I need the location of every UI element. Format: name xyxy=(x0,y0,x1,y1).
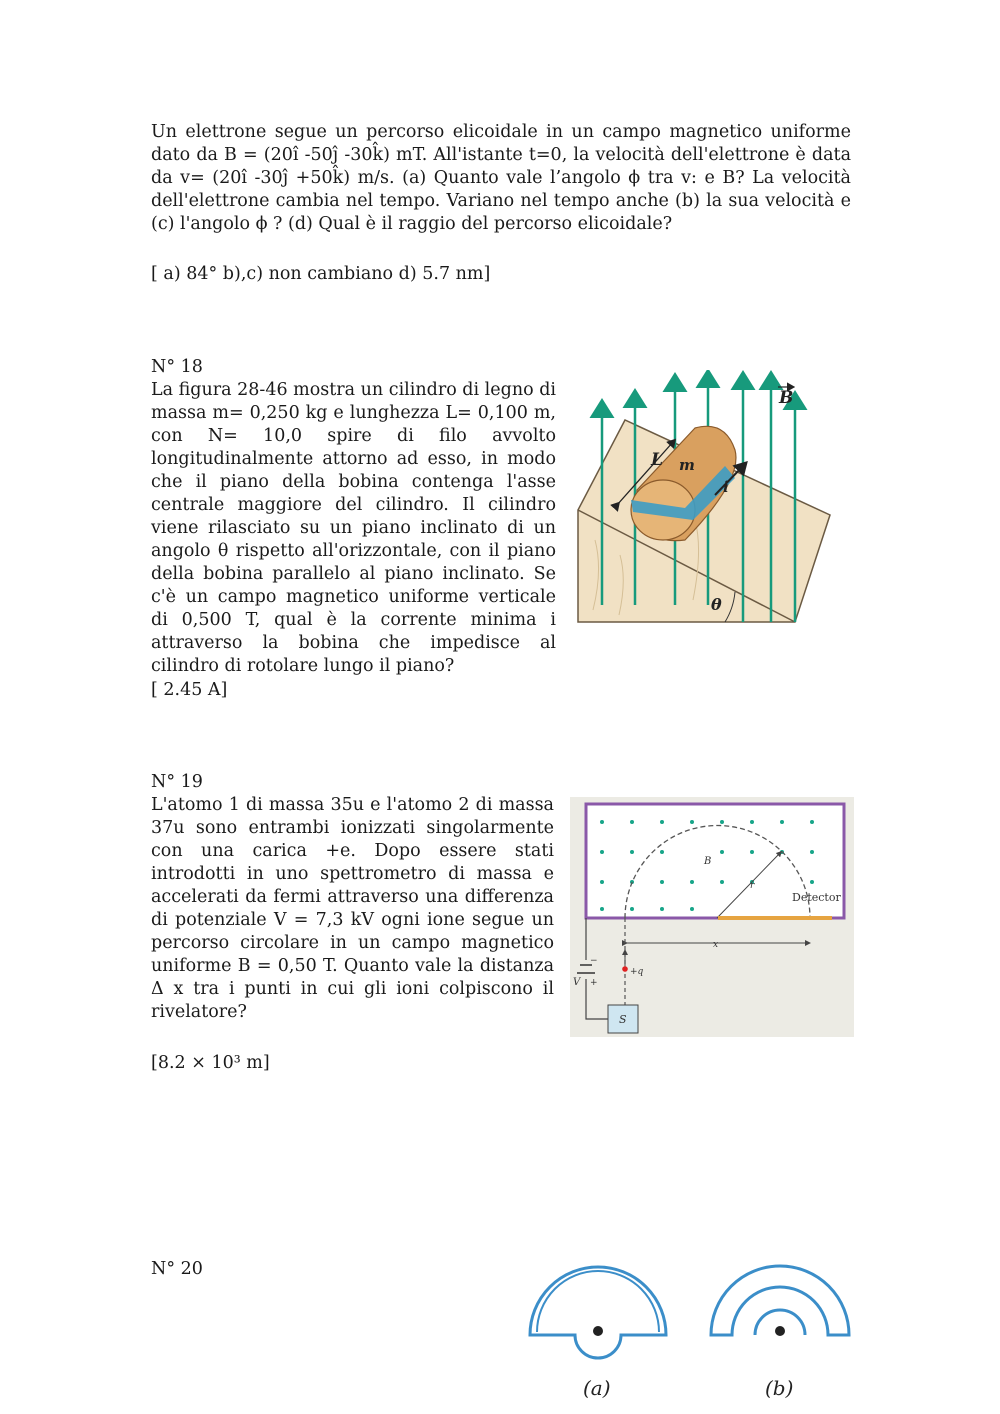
problem-20-number: N° 20 xyxy=(151,1259,203,1279)
problem-19-text: L'atomo 1 di massa 35u e l'atomo 2 di massa 37u sono entrambi ionizzati singolarmente con una carica +e. Dopo essere stati introdotti in uno spettrometro di massa e accelerati da fermi attraverso una differenza di potenziale V = 7,3 kV ogni ione segue un percorso circolare in un campo magnetico uniforme B = 0,50 T. Quanto vale la distanza Δ x tra i punti in cui gli ioni colpiscono il rivelatore? xyxy=(151,795,554,1022)
problem-18-number: N° 18 xyxy=(151,357,203,377)
problem-17-answer: [ a) 84° b),c) non cambiano d) 5.7 nm] xyxy=(151,264,491,284)
label-a: (a) xyxy=(583,1376,611,1400)
label-B: B xyxy=(779,388,794,408)
problem-18-text: La figura 28-46 mostra un cilindro di legno di massa m= 0,250 kg e lunghezza L= 0,100 m, con N= 10,0 spire di filo avvolto longitudinalmente attorno ad esso, in modo che il piano della bobina contenga l'asse centrale maggiore del cilindro. Il cilindro viene rilasciato su un piano inclinato di un angolo θ rispetto all'orizzontale, con il piano della bobina parallelo al piano inclinato. Se c'è un campo magnetico uniforme verticale di 0,500 T, qual è la corrente minima i attraverso la bobina che impedisce al cilindro di rotolare lungo il piano? xyxy=(151,380,556,676)
label-m: m xyxy=(679,456,695,474)
label-plus: + xyxy=(590,978,598,988)
label-B: B xyxy=(704,856,712,867)
problem-18-answer: [ 2.45 A] xyxy=(151,680,228,700)
coil-a-center-point xyxy=(593,1326,603,1336)
ion xyxy=(622,966,628,972)
label-V: V xyxy=(573,977,581,988)
coil-a-outer xyxy=(530,1267,666,1358)
incline-cylinder-figure xyxy=(575,370,840,630)
label-detector: Detector xyxy=(792,891,841,904)
problem-19-number: N° 19 xyxy=(151,772,203,792)
label-theta: θ xyxy=(711,595,722,614)
detector-plate xyxy=(718,916,832,920)
label-i: i xyxy=(723,478,729,496)
problem-19-answer: [8.2 × 10³ m] xyxy=(151,1053,270,1073)
label-minus: − xyxy=(590,956,598,966)
mass-spectrometer-figure xyxy=(570,797,854,1037)
label-q: +q xyxy=(630,967,644,977)
label-L: L xyxy=(651,450,663,470)
label-x: x xyxy=(713,940,719,950)
coil-b xyxy=(711,1266,849,1335)
coil-shapes-figure xyxy=(525,1255,855,1405)
label-r: r xyxy=(750,881,755,891)
problem-17-text: Un elettrone segue un percorso elicoidale in un campo magnetico uniforme dato da B = (20î -50ĵ -30k̂) mT. All'istante t=0, la velocità dell'elettrone è data da v= (20î -30ĵ +50k̂) m/s. (a) Quanto vale l’angolo ϕ tra v: e B? La velocità dell'elettrone cambia nel tempo. Variano nel tempo anche (b) la sua velocità e (c) l'angolo ϕ ? (d) Qual è il raggio del percorso elicoidale? xyxy=(151,122,851,234)
label-S: S xyxy=(619,1013,627,1026)
coil-b-center-point xyxy=(775,1326,785,1336)
label-b: (b) xyxy=(765,1376,794,1400)
